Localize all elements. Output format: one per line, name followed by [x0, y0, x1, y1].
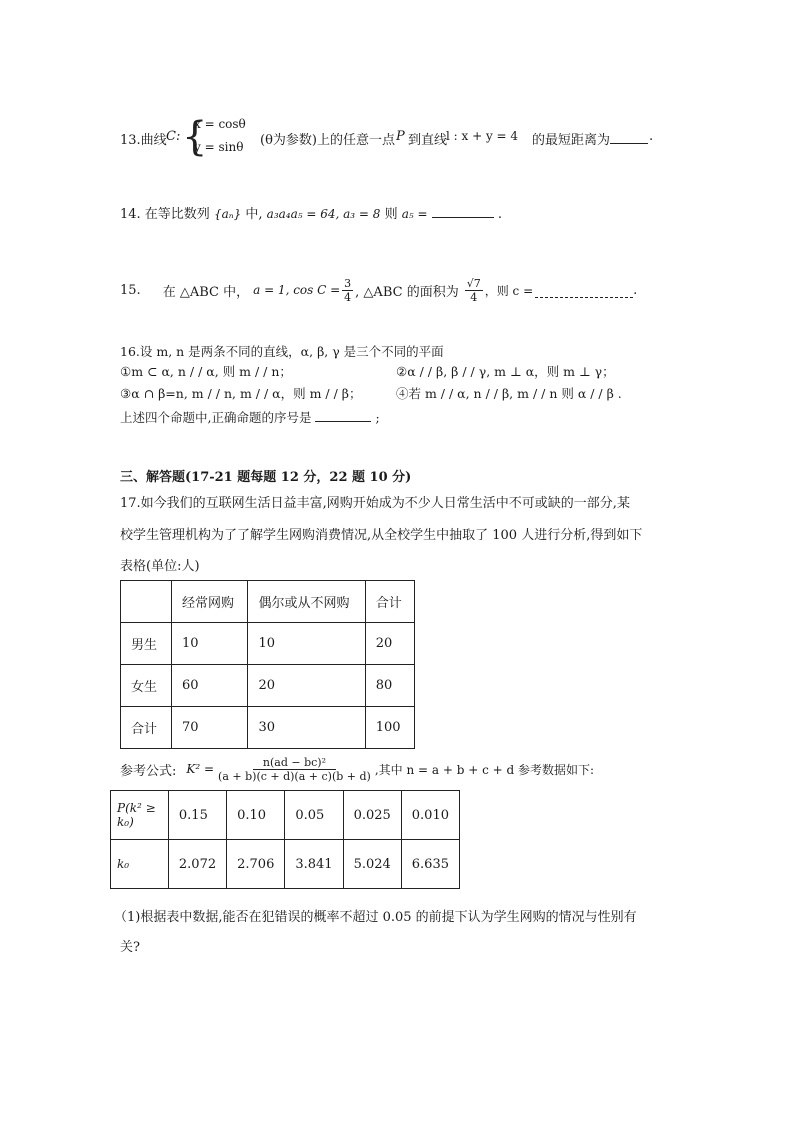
formula-label: 参考公式:: [120, 763, 177, 779]
formula-num: n(ad − bc)²: [253, 756, 336, 770]
q16-opt3: ③α ∩ β=n, m / / n, m / / α，则 m / / β；: [120, 386, 362, 401]
table-cell: 20: [365, 623, 414, 665]
q17-sub1-line1: （1)根据表中数据,能否在犯错误的概率不超过 0.05 的前提下认为学生网购的情况与性别有: [114, 910, 637, 925]
reference-table: [110, 790, 460, 889]
q15: [120, 270, 680, 310]
q16-opt4: ④若 m / / α, n / / β, m / / n 则 α / / β .: [396, 386, 622, 401]
table-cell: 20: [248, 665, 365, 707]
survey-table: [120, 580, 415, 749]
table-cell: 合计: [121, 707, 172, 749]
q13-line-eq: l : x + y = 4: [446, 129, 519, 143]
table-cell: 2.072: [168, 840, 226, 889]
q16-summary: 上述四个命题中,正确命题的序号是: [120, 410, 312, 425]
formula-den: (a + b)(c + d)(a + c)(b + d): [218, 769, 371, 783]
section3-title: 三、解答题(17-21 题每题 12 分，22 题 10 分): [120, 470, 412, 485]
table-cell: 30: [248, 707, 365, 749]
q13: [120, 114, 680, 161]
table-row: [121, 623, 415, 665]
q14: [120, 203, 680, 223]
q17-text3: 表格(单位:人): [120, 559, 200, 574]
table-cell: 0.05: [285, 791, 343, 840]
q16-opt1: ①m ⊂ α, n / / α, 则 m / / n；: [120, 364, 292, 379]
table-cell: 10: [172, 623, 248, 665]
ref-row2-label: k₀: [111, 840, 169, 889]
table-cell: 100: [365, 707, 414, 749]
q15-answer-blank[interactable]: [535, 283, 633, 298]
q17-sub1-line2: 关?: [120, 940, 140, 955]
q16-line1: 16.设 m, n 是两条不同的直线，α, β, γ 是三个不同的平面: [120, 344, 444, 359]
table-cell: 70: [172, 707, 248, 749]
q14-prefix: 14. 在等比数列: [120, 207, 210, 222]
q16-end: ;: [375, 410, 380, 425]
q15-frac2-den: 4: [470, 290, 478, 304]
formula-tail: ,其中 n = a + b + c + d 参考数据如下:: [374, 762, 595, 777]
q14-ask: a₅ =: [401, 207, 428, 221]
table-row: [121, 581, 415, 623]
q13-eq-y: y = sinθ: [194, 140, 244, 154]
table-cell: 0.010: [401, 791, 459, 840]
table-cell: 0.15: [168, 791, 226, 840]
table-header-cell: 偶尔或从不网购: [248, 581, 365, 623]
table-cell: 6.635: [401, 840, 459, 889]
table-header-cell: [121, 581, 172, 623]
q13-number: 13.曲线: [120, 133, 167, 148]
table-cell: 2.706: [227, 840, 285, 889]
q15-frac-cos: [342, 277, 353, 304]
table-row: [121, 707, 415, 749]
table-header-cell: 合计: [365, 581, 414, 623]
q17-text1: 17.如今我们的互联网生活日益丰富,网购开始成为不少人日常生活中不可或缺的一部分,某: [120, 496, 630, 511]
q13-brace: {: [182, 114, 208, 160]
q13-eq-x: x = cosθ: [194, 117, 246, 131]
q14-then: 则: [384, 207, 398, 222]
q13-param-note: (θ为参数)上的任意一点: [260, 133, 395, 148]
q13-end: .: [649, 129, 654, 144]
table-cell: 男生: [121, 623, 172, 665]
table-cell: 80: [365, 665, 414, 707]
q14-seq: {aₙ}: [213, 207, 242, 221]
table-cell: 0.025: [343, 791, 401, 840]
q16: [120, 342, 680, 432]
formula-line: [120, 752, 690, 786]
q13-line-text: 到直线: [408, 133, 448, 148]
q15-frac-area: [465, 277, 483, 304]
q17-text2: 校学生管理机构为了了解学生网购消费情况,从全校学生中抽取了 100 人进行分析,得到如下: [120, 528, 643, 543]
q15-prefix: 在 △ABC 中，: [162, 284, 250, 300]
table-cell: 5.024: [343, 840, 401, 889]
q15-end: .: [633, 282, 638, 298]
table-cell: 10: [248, 623, 365, 665]
q13-suffix: 的最短距离为: [532, 133, 611, 148]
table-cell: 3.841: [285, 840, 343, 889]
q16-answer-blank[interactable]: [315, 407, 371, 422]
formula-lhs: K² =: [186, 762, 215, 776]
table-row: [121, 665, 415, 707]
q15-frac1-den: 4: [344, 290, 352, 304]
ref-row1-label: P(k² ≥ k₀): [111, 791, 169, 840]
q15-frac1-num: 3: [344, 276, 352, 290]
q13-curve: C:: [166, 129, 181, 144]
q16-opt2: ②α / / β, β / / γ, m ⊥ α，则 m ⊥ γ；: [396, 364, 615, 379]
q15-cond: a = 1, cos C =: [253, 283, 341, 297]
formula-fraction: [216, 756, 373, 783]
q13-point: P: [396, 129, 405, 144]
q15-frac2-num: √7: [466, 276, 481, 290]
q13-answer-blank[interactable]: [610, 129, 648, 144]
q14-answer-blank[interactable]: [432, 203, 494, 218]
q14-cond: a₃a₄a₅ = 64, a₃ = 8: [266, 207, 381, 221]
q14-mid: 中,: [245, 207, 263, 222]
q15-ask: ，则 c =: [484, 283, 534, 298]
q15-mid: , △ABC 的面积为: [355, 284, 459, 300]
q15-number: 15.: [120, 282, 141, 298]
table-header-cell: 经常网购: [172, 581, 248, 623]
table-row: [111, 791, 460, 840]
table-row: [111, 840, 460, 889]
q14-end: .: [497, 207, 502, 222]
table-cell: 0.10: [227, 791, 285, 840]
table-cell: 60: [172, 665, 248, 707]
table-cell: 女生: [121, 665, 172, 707]
